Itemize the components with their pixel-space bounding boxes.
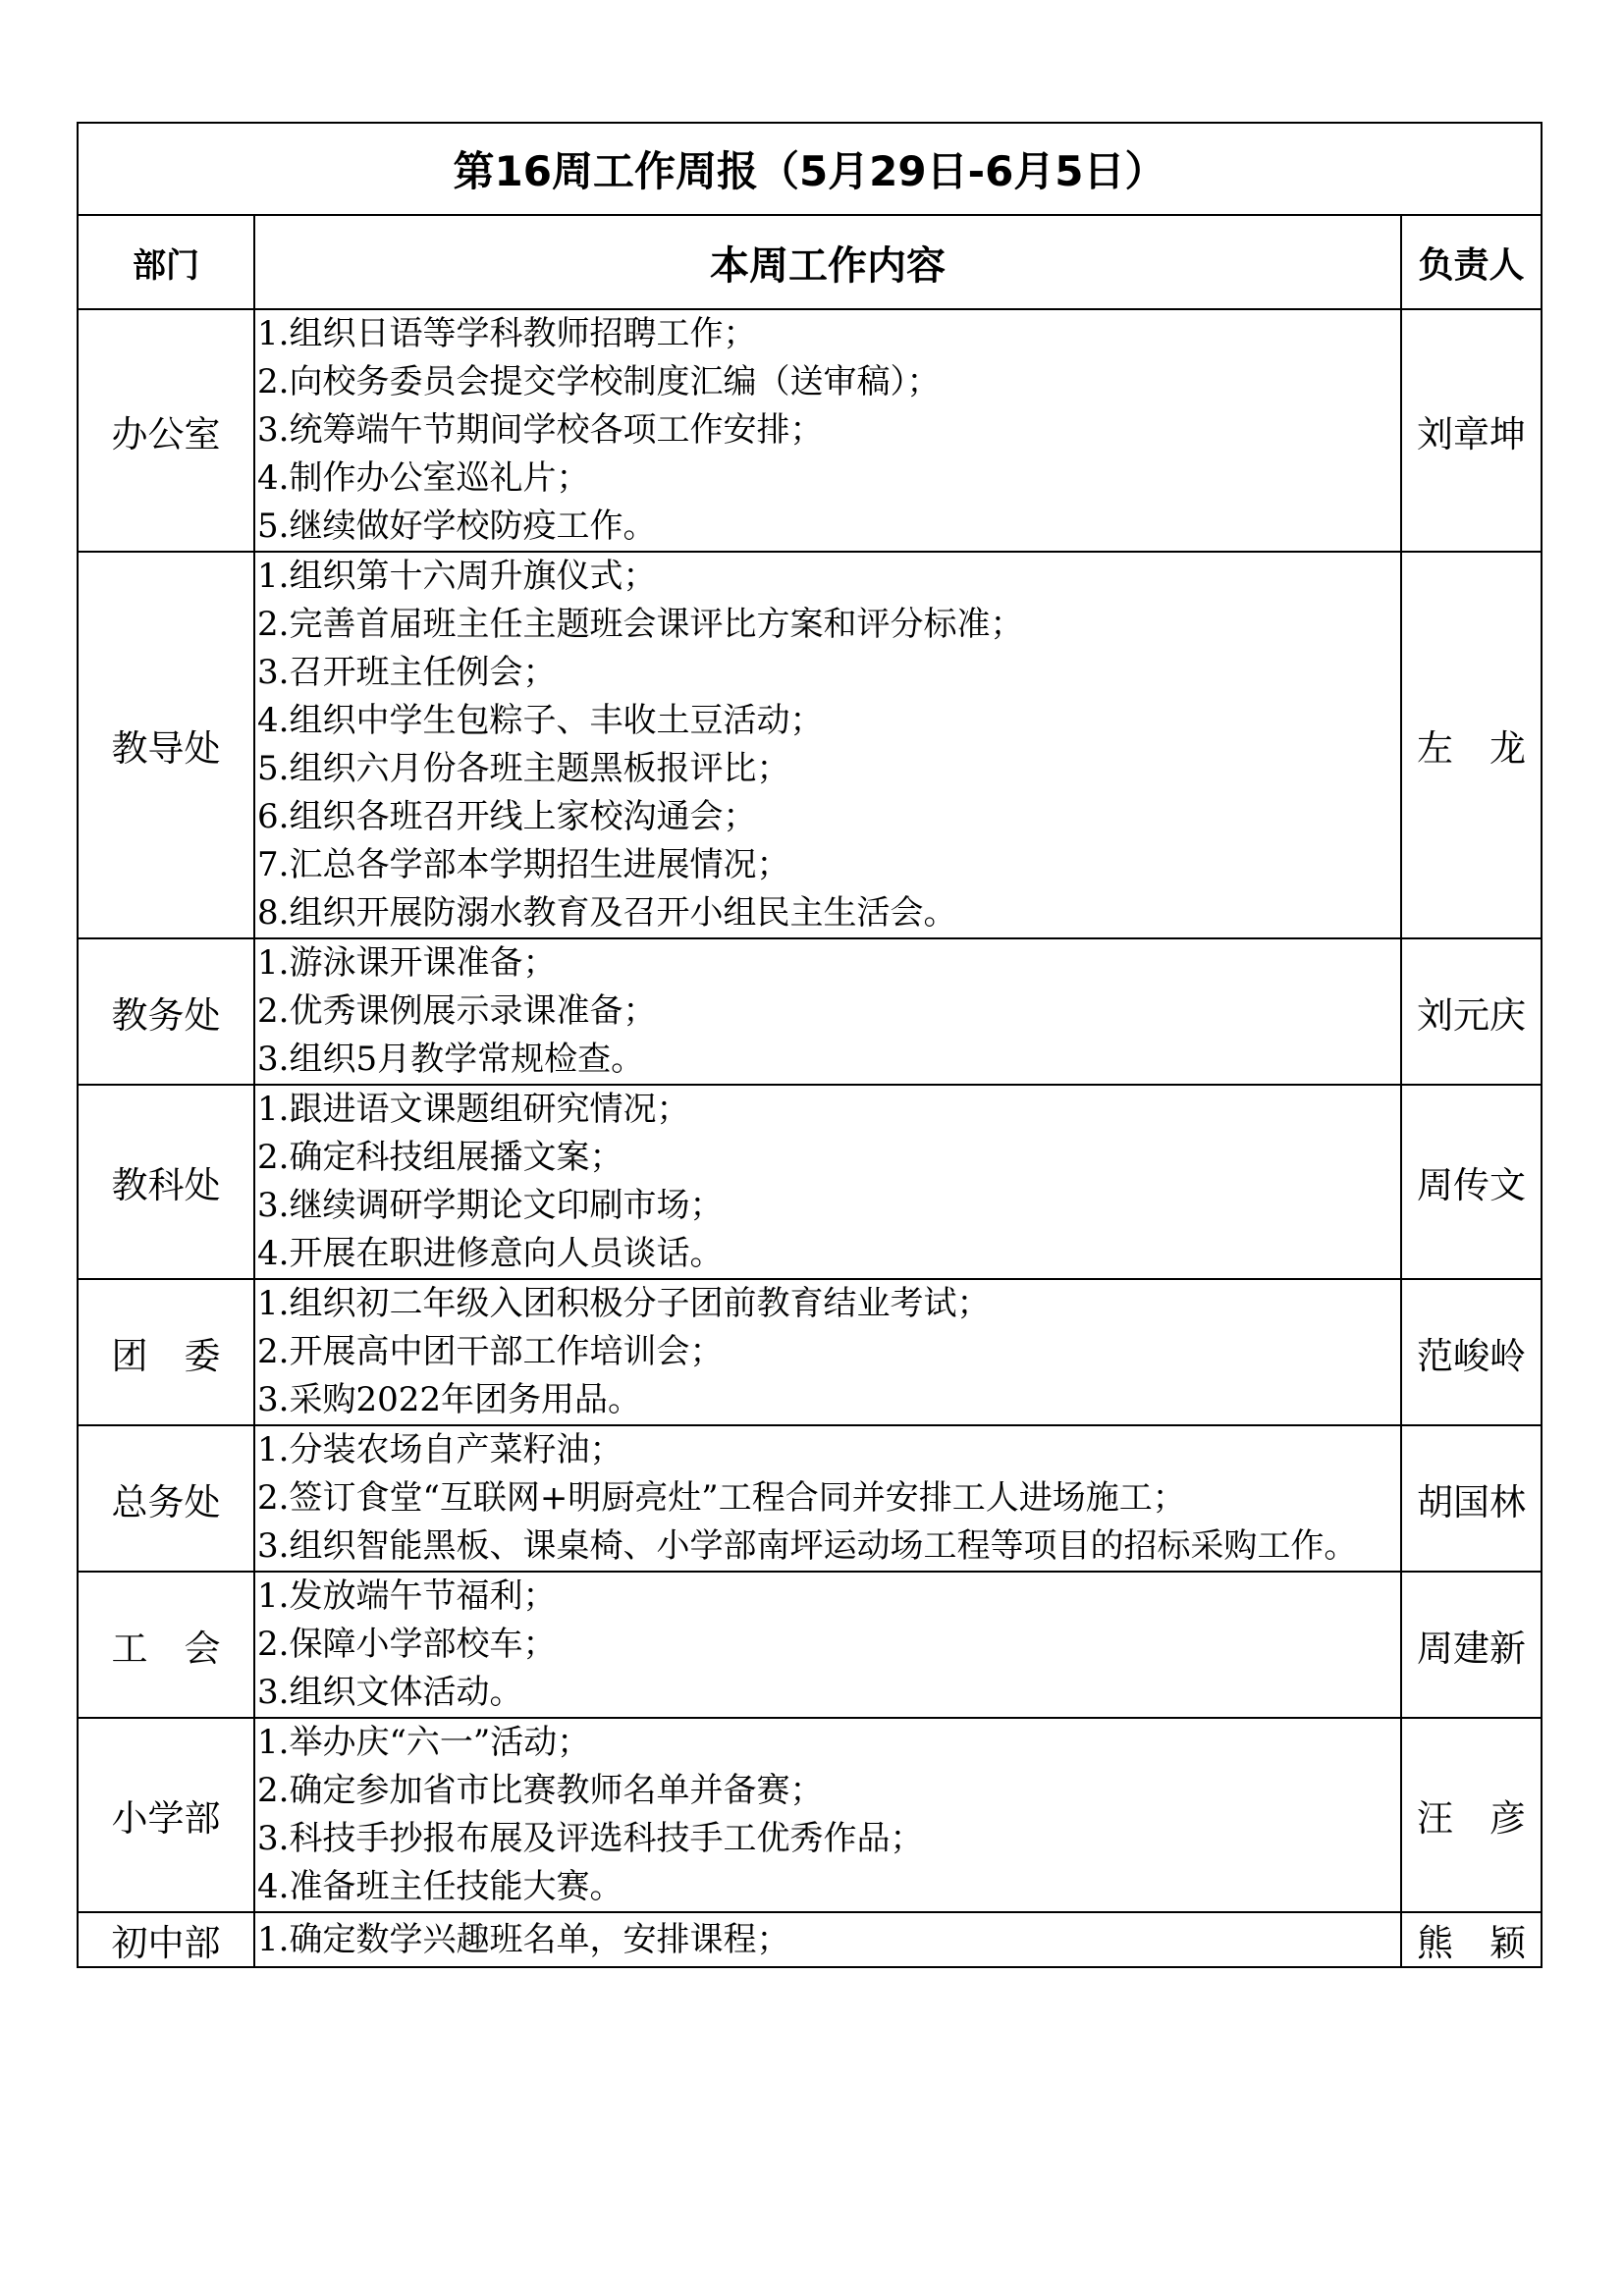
- report-title: 第16周工作周报（5月29日-6月5日）: [78, 123, 1542, 215]
- department-name: 总务处: [78, 1425, 254, 1572]
- work-content: [254, 938, 1401, 1085]
- work-item-list: [257, 1086, 1400, 1278]
- owner-name: 刘元庆: [1401, 938, 1542, 1085]
- work-item-list: [257, 1573, 1400, 1717]
- work-item: 4.开展在职进修意向人员谈话。: [257, 1234, 724, 1273]
- owner-name: 刘章坤: [1401, 309, 1542, 552]
- work-item: 2.签订食堂“互联网+明厨亮灶”工程合同并安排工人进场施工；: [257, 1478, 1186, 1518]
- weekly-report-table: [77, 122, 1543, 1968]
- work-item: 5.继续做好学校防疫工作。: [257, 507, 657, 546]
- work-item: 1.组织第十六周升旗仪式；: [257, 557, 657, 596]
- department-row: [78, 1718, 1542, 1912]
- department-row: [78, 1912, 1542, 1967]
- work-item: 3.组织文体活动。: [257, 1673, 523, 1712]
- owner-name: 周建新: [1401, 1572, 1542, 1718]
- work-item: 2.完善首届班主任主题班会课评比方案和评分标准；: [257, 605, 1024, 644]
- department-row: [78, 938, 1542, 1085]
- work-item: 1.发放端午节福利；: [257, 1576, 557, 1616]
- work-item: 2.开展高中团干部工作培训会；: [257, 1332, 724, 1371]
- department-row: [78, 1572, 1542, 1718]
- work-item: 3.科技手抄报布展及评选科技手工优秀作品；: [257, 1819, 924, 1858]
- header-department: 部门: [78, 215, 254, 309]
- work-item-list: [257, 553, 1400, 937]
- work-item: 8.组织开展防溺水教育及召开小组民主生活会。: [257, 893, 957, 933]
- work-content: [254, 1912, 1401, 1967]
- work-item: 4.准备班主任技能大赛。: [257, 1867, 623, 1906]
- department-name: 教导处: [78, 552, 254, 938]
- work-item: 3.召开班主任例会；: [257, 653, 557, 692]
- header-content: 本周工作内容: [254, 215, 1401, 309]
- work-item-list: [257, 1426, 1400, 1571]
- work-item: 6.组织各班召开线上家校沟通会；: [257, 797, 757, 836]
- work-item: 5.组织六月份各班主题黑板报评比；: [257, 749, 790, 788]
- work-item-list: [257, 310, 1400, 551]
- department-name: 教务处: [78, 938, 254, 1085]
- header-owner: 负责人: [1401, 215, 1542, 309]
- department-row: [78, 309, 1542, 552]
- work-content: [254, 309, 1401, 552]
- work-content: [254, 1572, 1401, 1718]
- work-item: 3.统筹端午节期间学校各项工作安排；: [257, 410, 824, 450]
- owner-name: 汪 彦: [1401, 1718, 1542, 1912]
- owner-name: 胡国林: [1401, 1425, 1542, 1572]
- work-item: 3.继续调研学期论文印刷市场；: [257, 1186, 724, 1225]
- work-item: 2.保障小学部校车；: [257, 1625, 557, 1664]
- department-name: 教科处: [78, 1085, 254, 1279]
- department-name: 小学部: [78, 1718, 254, 1912]
- department-row: [78, 552, 1542, 938]
- work-item: 4.组织中学生包粽子、丰收土豆活动；: [257, 701, 824, 740]
- work-item: 1.游泳课开课准备；: [257, 943, 557, 983]
- owner-name: 熊 颖: [1401, 1912, 1542, 1967]
- owner-name: 范峻岭: [1401, 1279, 1542, 1425]
- department-name: 办公室: [78, 309, 254, 552]
- work-content: [254, 1718, 1401, 1912]
- work-item-list: [257, 1280, 1400, 1424]
- work-item-list: [257, 939, 1400, 1084]
- work-content: [254, 1425, 1401, 1572]
- owner-name: 周传文: [1401, 1085, 1542, 1279]
- work-item-list: [257, 1916, 1400, 1964]
- work-item-list: [257, 1719, 1400, 1911]
- work-content: [254, 1279, 1401, 1425]
- work-item: 2.向校务委员会提交学校制度汇编（送审稿）；: [257, 362, 941, 401]
- work-item: 2.确定科技组展播文案；: [257, 1138, 623, 1177]
- work-item: 3.组织智能黑板、课桌椅、小学部南坪运动场工程等项目的招标采购工作。: [257, 1526, 1358, 1566]
- department-row: [78, 1425, 1542, 1572]
- work-item: 2.确定参加省市比赛教师名单并备赛；: [257, 1771, 824, 1810]
- work-item: 4.制作办公室巡礼片；: [257, 458, 590, 498]
- work-item: 1.组织日语等学科教师招聘工作；: [257, 314, 757, 353]
- work-item: 1.确定数学兴趣班名单，安排课程；: [257, 1919, 790, 1959]
- work-item: 1.分装农场自产菜籽油；: [257, 1430, 623, 1469]
- department-row: [78, 1085, 1542, 1279]
- work-item: 7.汇总各学部本学期招生进展情况；: [257, 845, 790, 884]
- department-name: 团 委: [78, 1279, 254, 1425]
- department-row: [78, 1279, 1542, 1425]
- owner-name: 左 龙: [1401, 552, 1542, 938]
- header-row: [78, 215, 1542, 309]
- work-item: 1.跟进语文课题组研究情况；: [257, 1090, 690, 1129]
- work-content: [254, 1085, 1401, 1279]
- title-row: [78, 123, 1542, 215]
- work-item: 3.采购2022年团务用品。: [257, 1380, 641, 1419]
- department-name: 初中部: [78, 1912, 254, 1967]
- work-item: 1.组织初二年级入团积极分子团前教育结业考试；: [257, 1284, 991, 1323]
- work-item: 3.组织5月教学常规检查。: [257, 1040, 645, 1079]
- work-content: [254, 552, 1401, 938]
- department-name: 工 会: [78, 1572, 254, 1718]
- work-item: 1.举办庆“六一”活动；: [257, 1723, 591, 1762]
- work-item: 2.优秀课例展示录课准备；: [257, 991, 657, 1031]
